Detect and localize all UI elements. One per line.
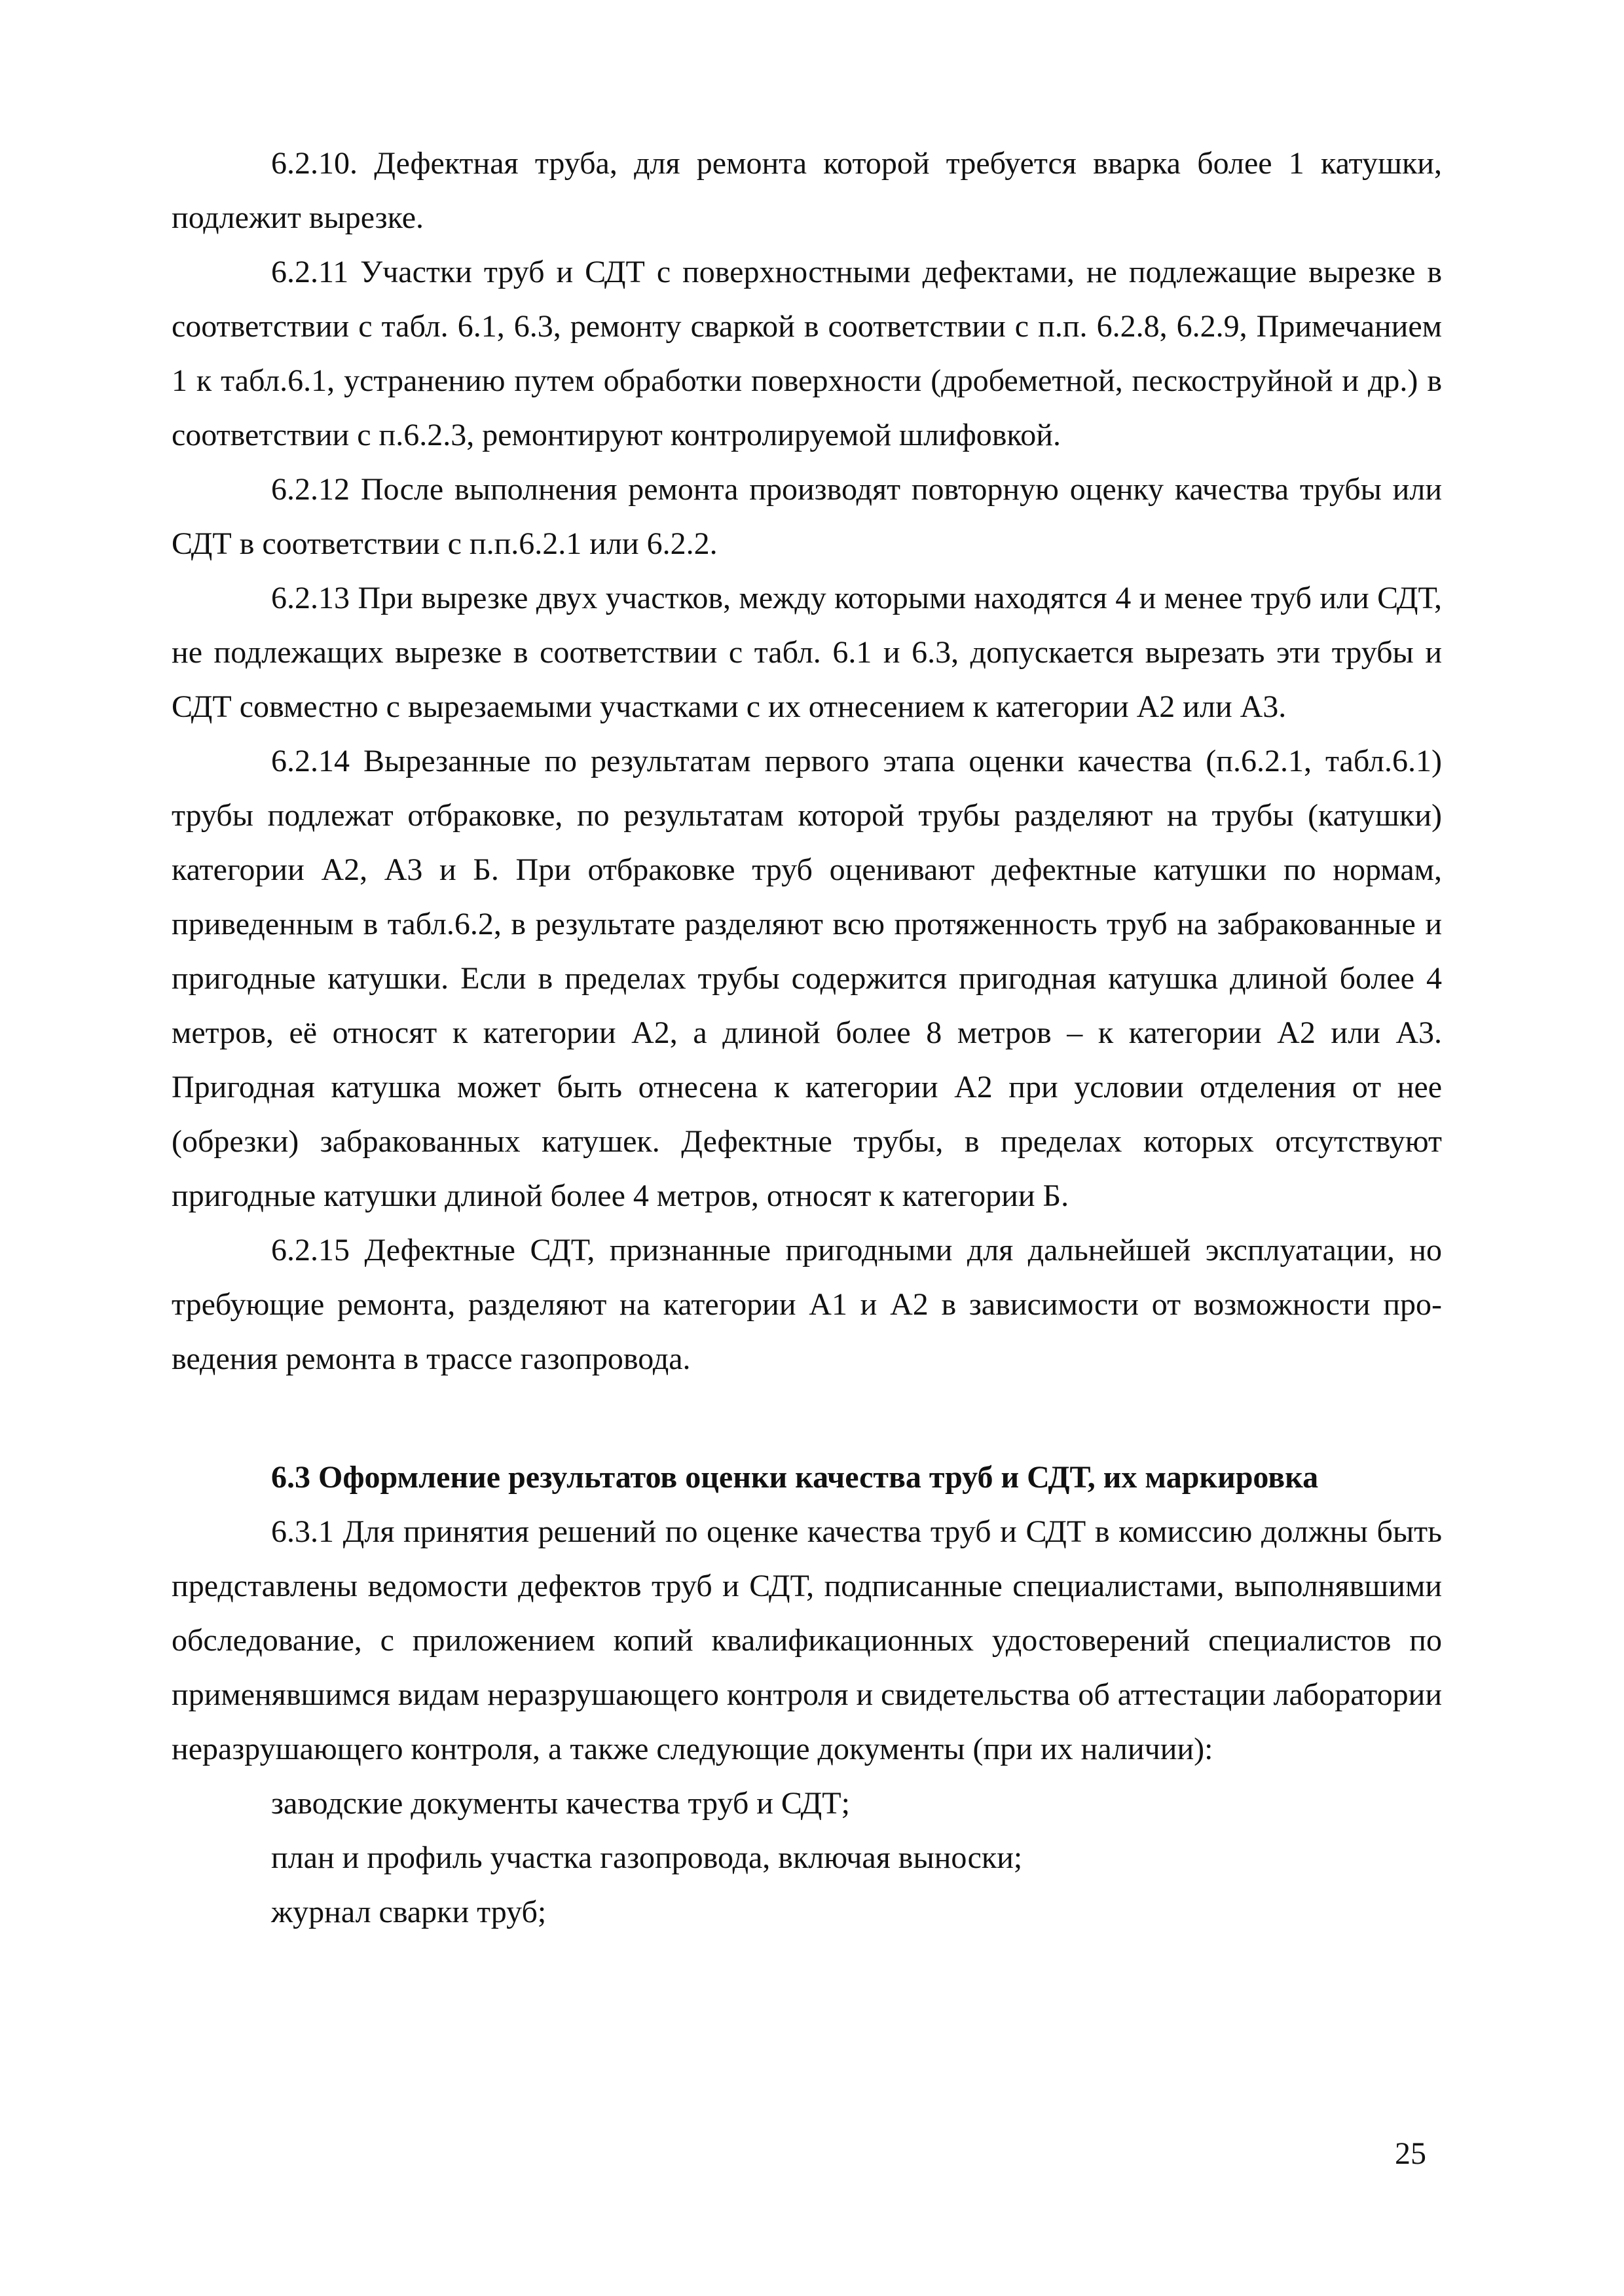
list-item: план и профиль участка газопровода, включая выноски; [271, 1840, 1023, 1875]
paragraph-6-2-15: 6.2.15 Дефектные СДТ, признанные пригодными для дальнейшей эксплуатации, но требующие ремонта, разделяют на категории А1 и А2 в зависимости от возможности проведения ремонта в трассе газопровода. [172, 1233, 1442, 1376]
section-heading-6-3: 6.3 Оформление результатов оценки качества труб и СДТ, их маркировка [271, 1460, 1319, 1495]
paragraph-6-2-13: 6.2.13 При вырезке двух участков, между которыми находятся 4 и менее труб или СДТ, не подлежащих вырезке в соответствии с табл. 6.1 и 6.3, допускается вырезать эти трубы и СДТ совместно с вырезаемыми участками с их отнесением к категории А2 или А3. [172, 581, 1442, 724]
list-item: заводские документы качества труб и СДТ; [271, 1786, 850, 1821]
list-item: журнал сварки труб; [271, 1895, 547, 1929]
paragraph-6-2-11: 6.2.11 Участки труб и СДТ с поверхностными дефектами, не подлежащие вырезке в соответствии с табл. 6.1, 6.3, ремонту сваркой в соответствии с п.п. 6.2.8, 6.2.9, Примечанием 1 к табл.6.1, устранению путем обработки поверхности (дробеметной, пескоструйной и др.) в соответствии с п.6.2.3, ремонтируют контролируемой шлифовкой. [172, 255, 1442, 452]
paragraph-6-2-12: 6.2.12 После выполнения ремонта производят повторную оценку качества трубы или СДТ в соответствии с п.п.6.2.1 или 6.2.2. [172, 472, 1442, 561]
paragraph-6-3-1: 6.3.1 Для принятия решений по оценке качества труб и СДТ в комиссию должны быть представлены ведомости дефектов труб и СДТ, подписанные специалистами, выполнявшими обследование, с приложением копий квалификационных удостоверений специалистов по применявшимся видам неразрушающего контроля и свидетельства об аттестации лаборатории неразрушающего контроля, а также следующие документы (при их наличии): [172, 1514, 1442, 1766]
paragraph-6-2-10: 6.2.10. Дефектная труба, для ремонта которой требуется вварка более 1 катушки, подлежит вырезке. [172, 146, 1442, 235]
paragraph-6-2-14: 6.2.14 Вырезанные по результатам первого этапа оценки качества (п.6.2.1, табл.6.1) трубы подлежат отбраковке, по результатам которой трубы разделяют на трубы (катушки) категории А2, А3 и Б. При отбраковке труб оценивают дефектные катушки по нормам, приведенным в табл.6.2, в результате разделяют всю протяженность труб на забракованные и пригодные катушки. Если в пределах трубы содержится пригодная катушка длиной более 4 метров, её относят к категории А2, а длиной более 8 метров – к категории А2 или А3. Пригодная катушка может быть отнесена к категории А2 при условии отделения от нее (обрезки) забракованных катушек. Дефектные трубы, в пределах которых отсутствуют пригодные катушки длиной более 4 метров, относят к категории Б. [172, 744, 1442, 1213]
page-content [172, 136, 1442, 1939]
page-number: 25 [1395, 2136, 1426, 2171]
